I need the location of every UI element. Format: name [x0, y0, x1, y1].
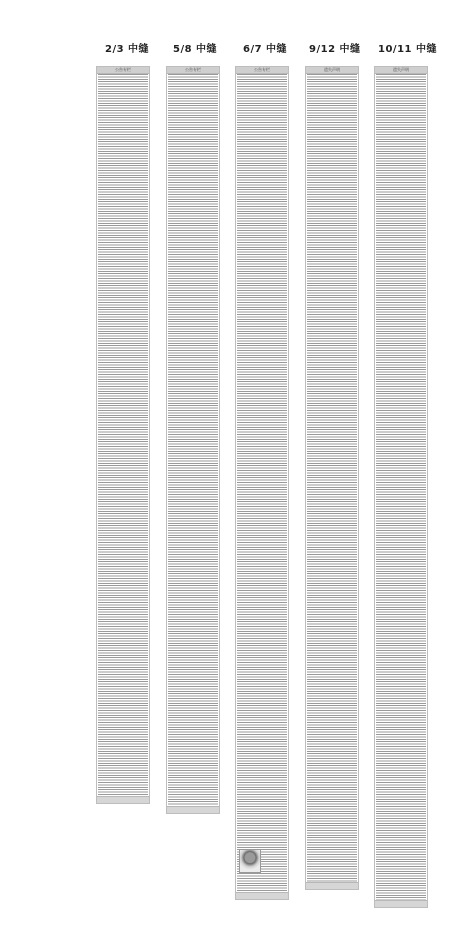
- strip-header: 公告专栏: [167, 67, 219, 74]
- strip-footer: [236, 892, 288, 899]
- strip-footer: [306, 882, 358, 889]
- column-title-9-12: 9/12 中缝: [309, 44, 361, 55]
- strip-text-block: [307, 74, 357, 889]
- strip-text-block: [376, 74, 426, 907]
- strip-footer: [167, 806, 219, 813]
- strip-footer: [375, 900, 427, 907]
- column-title-2-3: 2/3 中缝: [105, 44, 150, 55]
- strip-footer: [97, 796, 149, 803]
- strip-header: 遗失声明: [375, 67, 427, 74]
- gutter-strip-10-11: [374, 66, 428, 908]
- strip-text-block: [237, 74, 287, 899]
- gutter-strip-2-3: [96, 66, 150, 804]
- strip-header: 遗失声明: [306, 67, 358, 74]
- column-title-10-11: 10/11 中缝: [378, 44, 437, 55]
- strip-header: 公告专栏: [97, 67, 149, 74]
- strip-header: 公告专栏: [236, 67, 288, 74]
- gutter-strip-5-8: [166, 66, 220, 814]
- strip-text-block: [98, 74, 148, 803]
- column-title-6-7: 6/7 中缝: [243, 44, 288, 55]
- strip-text-block: [168, 74, 218, 813]
- portrait-photo: [239, 849, 261, 873]
- gutter-strip-9-12: [305, 66, 359, 890]
- gutter-strip-6-7: [235, 66, 289, 900]
- column-title-5-8: 5/8 中缝: [173, 44, 218, 55]
